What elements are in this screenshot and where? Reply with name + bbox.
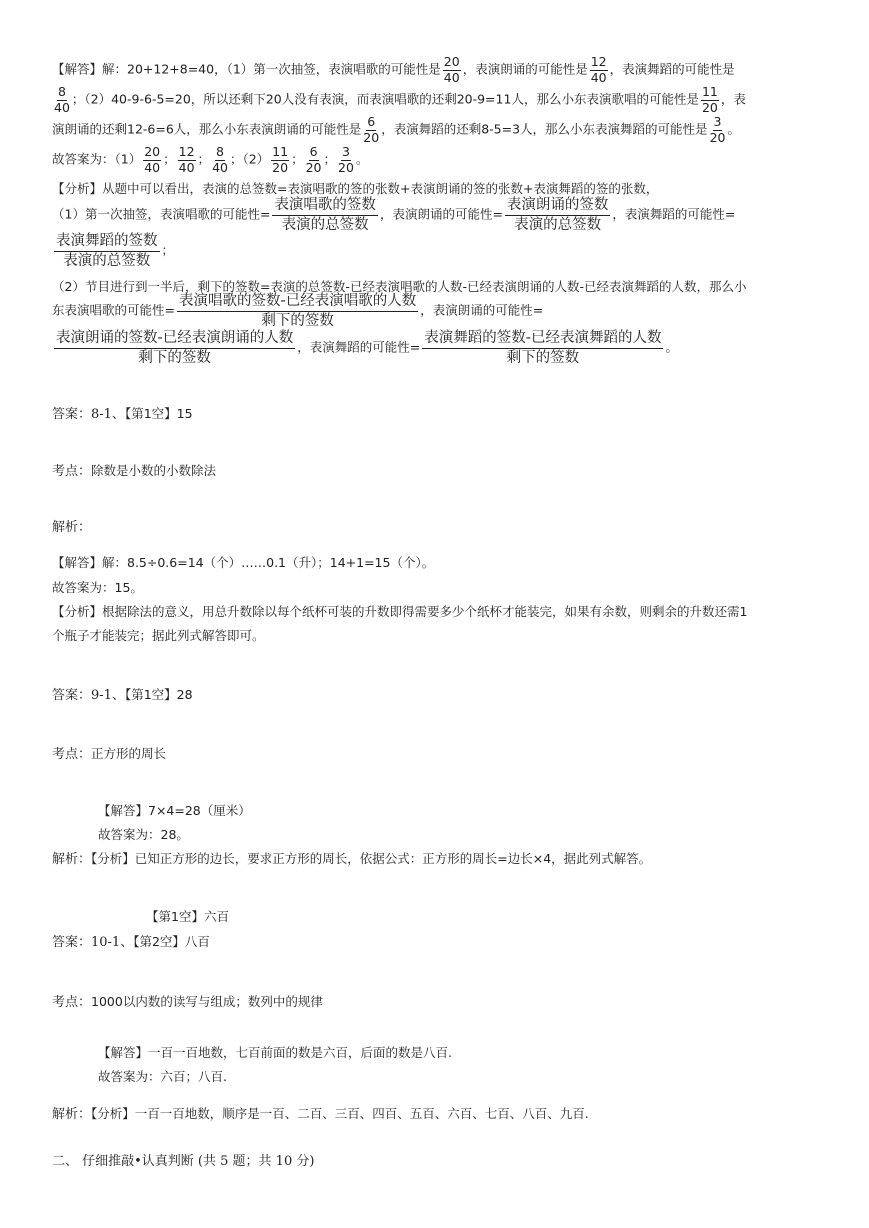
q10-solution: 【解答】一百一百地数，七百前面的数是六百，后面的数是八百.	[98, 1045, 452, 1060]
numerator: 表演唱歌的签数-已经表演唱歌的人数	[177, 294, 418, 312]
q10-blank1: 【第1空】六百	[146, 909, 229, 924]
q8-analysis-2: 个瓶子才能装完；据此列式解答即可。	[52, 628, 265, 643]
denominator: 20	[709, 129, 726, 145]
denominator: 20	[363, 129, 380, 145]
denominator: 表演的总签数	[514, 216, 602, 233]
text: 东表演唱歌的可能性=	[52, 302, 175, 318]
separator: ；	[291, 151, 304, 167]
denominator: 剩下的签数	[138, 349, 211, 366]
q8-solution: 【解答】解：8.5÷0.6=14（个）……0.1（升）；14+1=15（个）。	[52, 555, 435, 570]
numerator: 20	[144, 144, 161, 159]
q7-solution-line2	[52, 86, 746, 114]
fraction	[363, 116, 379, 144]
separator: ；	[197, 151, 211, 167]
q9-answer	[52, 684, 193, 703]
text: ；（2）40-9-6-5=20，所以还剩下20人没有表演，而表演唱歌的还剩20-9=11人，那么小东表演歌唱的可能性是	[71, 91, 699, 107]
denominator: 表演的总签数	[63, 252, 151, 269]
q7-analysis-line1: 【分析】从题中可以看出，表演的总签数=表演唱歌的签的张数+表演朗诵的签的张数+表演舞蹈的签的张数，	[52, 181, 659, 196]
text: 【解答】解：20+12+8=40，（1）第一次抽签，表演唱歌的可能性是	[52, 61, 441, 77]
q9-answer-line: 故答案为：28。	[98, 827, 189, 842]
kaodian-label: 考点：	[52, 995, 92, 1010]
q10-answer-line: 故答案为：六百；八百.	[98, 1069, 227, 1084]
fraction	[590, 56, 608, 84]
text: 故答案为：（1）	[52, 151, 142, 167]
answer-label: 答案：8-1、	[52, 407, 125, 422]
denominator: 40	[212, 159, 228, 175]
text: ，表演朗诵的可能性=	[420, 302, 544, 318]
fraction	[177, 294, 418, 328]
fraction	[505, 198, 611, 232]
answer-label: 答案：10-1、	[52, 935, 134, 950]
denominator: 20	[305, 159, 322, 175]
denominator: 40	[54, 99, 70, 115]
kaodian-text: 除数是小数的小数除法	[91, 463, 217, 478]
fraction	[272, 198, 378, 232]
q7-analysis-line2	[52, 198, 735, 232]
q10-kaodian	[52, 991, 323, 1010]
text: ，表演舞蹈的可能性是	[609, 61, 735, 77]
numerator: 8	[216, 144, 224, 159]
denominator: 40	[144, 159, 161, 175]
text: ；（2）	[229, 151, 270, 167]
numerator: 20	[443, 54, 460, 69]
q9-kaodian	[52, 743, 166, 762]
text: ，表演朗诵的可能性是	[462, 61, 588, 77]
fraction	[271, 146, 289, 174]
answer-label: 答案：9-1、	[52, 688, 125, 703]
q7-analysis-line4: （2）节目进行到一半后，剩下的签数=表演的总签数-已经表演唱歌的人数-已经表演朗诵的人数-已经表演舞蹈的人数，那么小	[52, 279, 747, 294]
q9-jiexi	[52, 848, 651, 867]
separator: ；	[323, 151, 337, 167]
fraction	[710, 116, 726, 144]
denominator: 40	[178, 159, 195, 175]
q7-analysis-line3	[52, 234, 174, 268]
jiexi-label: 解析：	[52, 852, 92, 867]
numerator: 11	[701, 84, 718, 99]
q8-kaodian	[52, 460, 216, 479]
q8-jiexi-label: 解析：	[52, 520, 92, 535]
numerator: 表演朗诵的签数-已经表演朗诵的人数	[54, 331, 295, 349]
denominator: 20	[338, 159, 354, 175]
text: ，表演舞蹈的还剩8-5=3人，那么小东表演舞蹈的可能性是	[381, 121, 708, 137]
denominator: 20	[272, 159, 289, 175]
text: 。	[665, 339, 678, 355]
analysis-text: 【分析】一百一百地数，顺序是一百、二百、三百、四百、五百、六百、七百、八百、九百.	[91, 1106, 589, 1121]
q10-jiexi	[52, 1103, 589, 1122]
q8-answer	[52, 403, 193, 422]
fraction	[443, 56, 461, 84]
text: ，表演舞蹈的可能性=	[612, 206, 736, 222]
q7-solution-line1	[52, 56, 735, 84]
text: （1）第一次抽签，表演唱歌的可能性=	[52, 206, 271, 222]
fraction	[143, 146, 161, 174]
fraction	[338, 146, 354, 174]
text: ，表演朗诵的可能性=	[379, 206, 503, 222]
denominator: 剩下的签数	[506, 349, 580, 366]
q7-solution-line3	[52, 116, 740, 144]
numerator: 3	[713, 114, 722, 129]
q10-answer	[52, 931, 210, 950]
fraction	[178, 146, 196, 174]
numerator: 表演朗诵的签数	[505, 198, 611, 216]
kaodian-label: 考点：	[52, 464, 92, 479]
text: ，表	[720, 91, 746, 107]
numerator: 表演唱歌的签数	[272, 198, 378, 216]
fraction	[212, 146, 228, 174]
denominator: 20	[701, 99, 718, 115]
q7-analysis-line5	[52, 294, 543, 328]
numerator: 11	[272, 144, 289, 159]
q9-solution: 【解答】7×4=28（厘米）	[98, 803, 251, 818]
denominator: 表演的总签数	[281, 216, 369, 233]
fraction	[54, 331, 295, 365]
q8-answer-line: 故答案为：15。	[52, 580, 143, 595]
numerator: 12	[590, 54, 607, 69]
fraction	[422, 331, 663, 365]
q7-answer-line	[52, 146, 368, 174]
answer-text: 【第1空】15	[124, 406, 193, 421]
denominator: 剩下的签数	[261, 312, 334, 329]
kaodian-text: 1000以内数的读写与组成；数列中的规律	[91, 994, 323, 1009]
numerator: 6	[309, 144, 318, 159]
q8-analysis-1: 【分析】根据除法的意义，用总升数除以每个纸杯可装的升数即得需要多少个纸杯才能装完，如果有余数，则剩余的升数还需1	[52, 604, 748, 619]
denominator: 40	[590, 69, 607, 85]
kaodian-label: 考点：	[52, 747, 92, 762]
jiexi-label: 解析：	[52, 1107, 92, 1122]
fraction	[54, 234, 160, 268]
numerator: 表演舞蹈的签数	[54, 234, 160, 252]
numerator: 6	[367, 114, 376, 129]
fraction	[54, 86, 70, 114]
text: 。	[355, 151, 369, 167]
fraction	[306, 146, 322, 174]
section-2-title: 二、 仔细推敲•认真判断 (共 5 题；共 10 分)	[52, 1154, 315, 1169]
denominator: 40	[443, 69, 460, 85]
fraction	[701, 86, 719, 114]
text: 。	[727, 121, 740, 137]
numerator: 12	[178, 144, 195, 159]
analysis-text: 【分析】已知正方形的边长，要求正方形的周长，依据公式：正方形的周长=边长×4，据此列式解答。	[91, 851, 652, 866]
q7-analysis-line6	[52, 331, 678, 365]
answer-text: 【第2空】八百	[133, 934, 210, 949]
numerator: 表演舞蹈的签数-已经表演舞蹈的人数	[422, 331, 663, 349]
numerator: 8	[57, 84, 66, 99]
text: ，表演舞蹈的可能性=	[297, 339, 421, 355]
answer-text: 【第1空】28	[124, 687, 193, 702]
numerator: 3	[341, 144, 350, 159]
kaodian-text: 正方形的周长	[91, 746, 167, 761]
separator: ；	[163, 151, 176, 167]
text: ；	[161, 242, 175, 258]
text: 演朗诵的还剩12-6=6人，那么小东表演朗诵的可能性是	[52, 121, 362, 137]
